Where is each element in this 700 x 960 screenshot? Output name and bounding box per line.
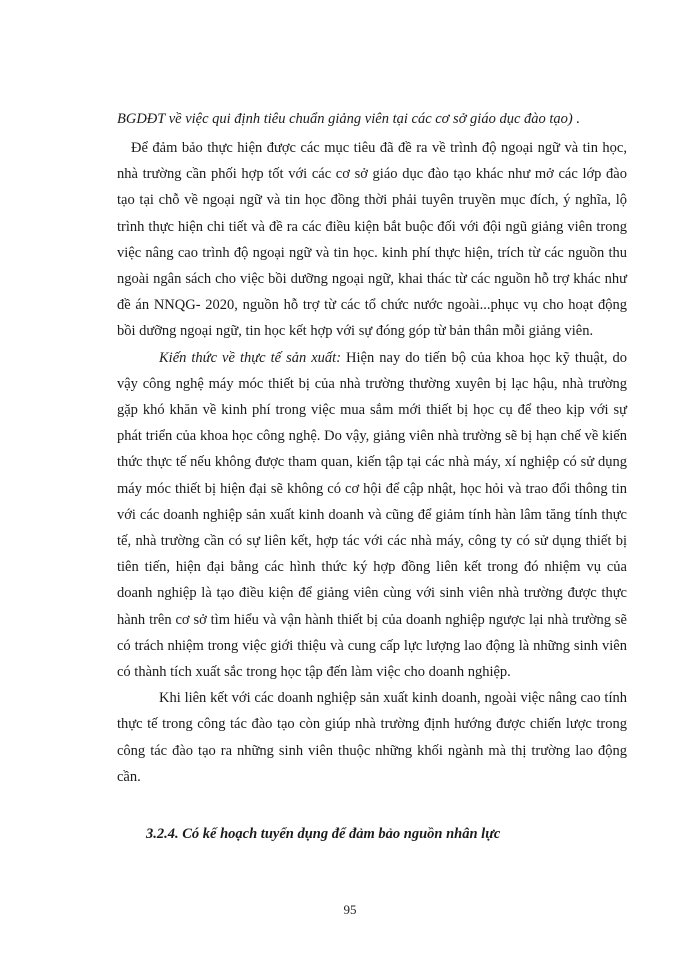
paragraph-lead-italic: Kiến thức về thực tế sản xuất:: [159, 349, 342, 366]
page-number: 95: [343, 902, 357, 917]
body-text: [117, 135, 627, 790]
intro-line: BGDĐT về việc qui định tiêu chuẩn giảng viên tại các cơ sở giáo dục đào tạo) .: [117, 111, 581, 127]
paragraph-foreign-language: Để đảm bảo thực hiện được các mục tiêu đã đề ra về trình độ ngoại ngữ và tin học, nhà trường cần phối hợp tốt với các cơ sở giáo dục đào tạo khác như mở các lớp đào tạo tại chỗ về ngoại ngữ và tin học đồng thời phải tuyên truyền mục đích, ý nghĩa, lộ trình thực hiện chi tiết và đề ra các điều kiện bắt buộc đối với đội ngũ giảng viên trong việc nâng cao trình độ ngoại ngữ và tin học. kinh phí thực hiện, trích từ các nguồn thu ngoài ngân sách cho việc bồi dưỡng ngoại ngữ, khai thác từ các nguồn hỗ trợ khác như đề án NNQG- 2020, nguồn hỗ trợ từ các tổ chức nước ngoài...phục vụ cho hoạt động bồi dưỡng ngoại ngữ, tin học kết hợp với sự đóng góp từ bản thân mỗi giảng viên.: [117, 140, 627, 340]
paragraph-enterprise-link: Khi liên kết với các doanh nghiệp sản xuất kinh doanh, ngoài việc nâng cao tính thực tế trong công tác đào tạo còn giúp nhà trường định hướng được chiến lược trong công tác đào tạo ra những sinh viên thuộc những khối ngành mà thị trường lao động cần.: [117, 690, 627, 785]
section-heading: 3.2.4. Có kế hoạch tuyển dụng để đảm bảo nguồn nhân lực: [146, 826, 501, 842]
paragraph-body: Hiện nay do tiến bộ của khoa học kỹ thuật, do vậy công nghệ máy móc thiết bị của nhà trường thường xuyên bị lạc hậu, nhà trường gặp khó khăn về kinh phí trong việc mua sắm mới thiết bị học cụ để theo kịp với sự phát triển của khoa học công nghệ. Do vậy, giảng viên nhà trường sẽ bị hạn chế về kiến thức thực tế nếu không được tham quan, kiến tập tại các nhà máy, xí nghiệp có sử dụng máy móc thiết bị hiện đại sẽ không có cơ hội để cập nhật, học hỏi và trao đổi thông tin với các doanh nghiệp sản xuất kinh doanh và cũng để giảm tính hàn lâm tăng tính thực tế, nhà trường cần có sự liên kết, hợp tác với các nhà máy, công ty có sử dụng thiết bị tiên tiến, hiện đại bằng các hình thức ký hợp đồng liên kết trong đó nhiệm vụ của doanh nghiệp là tạo điều kiện để giảng viên cùng với sinh viên nhà trường được thực hành trên cơ sở tìm hiểu và vận hành thiết bị của doanh nghiệp ngược lại nhà trường sẽ có trách nhiệm trong việc giới thiệu và cung cấp lực lượng lao động là những sinh viên có thành tích xuất sắc trong học tập đến làm việc cho doanh nghiệp.: [117, 349, 627, 681]
paragraph-practical-knowledge: [117, 345, 627, 686]
